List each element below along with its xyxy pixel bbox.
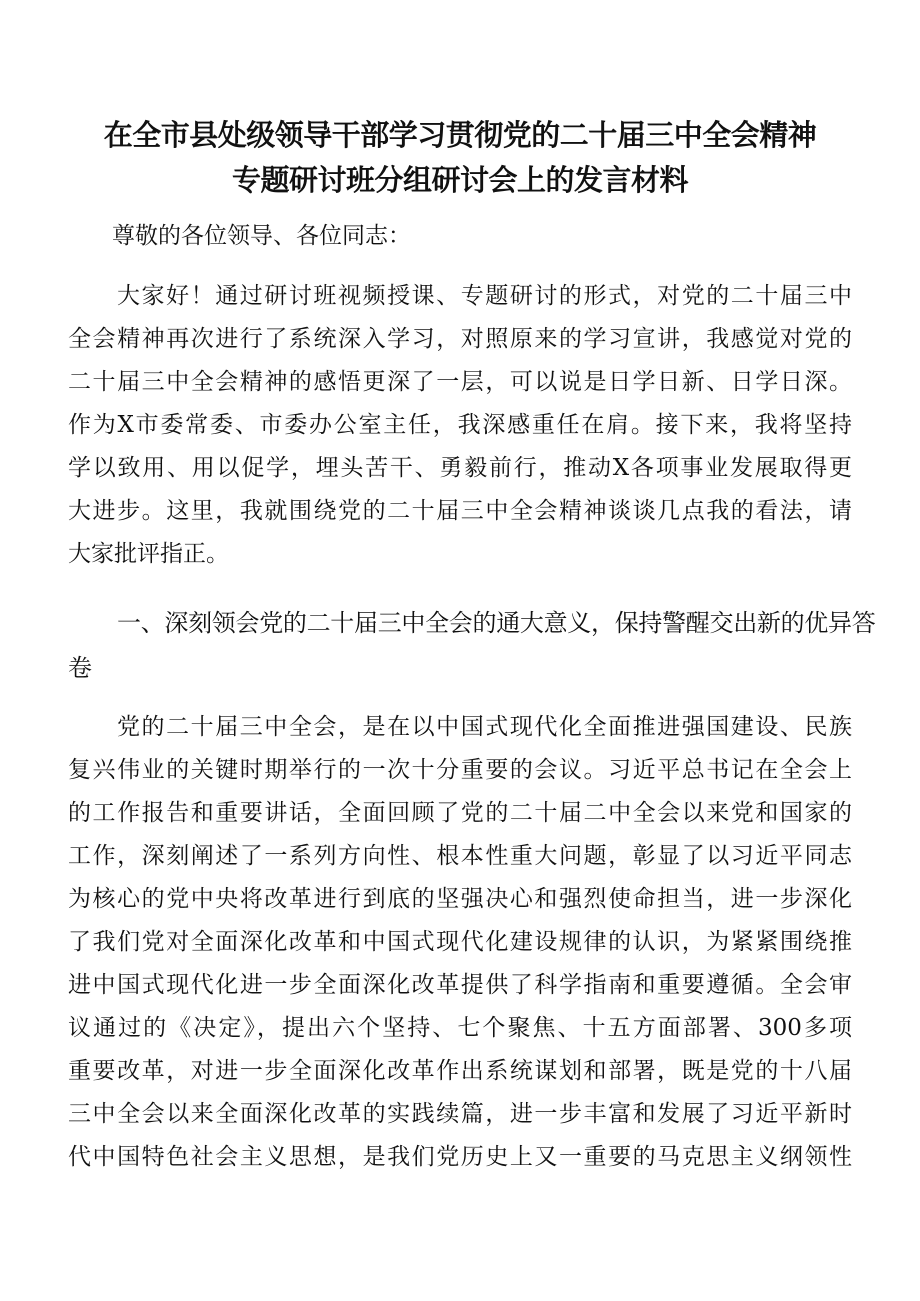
section-1-line-8: 议通过的《决定》，提出六个坚持、七个聚焦、十五方面部署、300多项 — [68, 1015, 852, 1041]
document-title-line-2: 专题研讨班分组研讨会上的发言材料 — [231, 163, 688, 197]
intro-line-3: 二十届三中全会精神的感悟更深了一层，可以说是日学日新、日学日深。 — [68, 369, 852, 395]
document-title-line-1: 在全市县处级领导干部学习贯彻党的二十届三中全会精神 — [103, 118, 817, 152]
section-1-heading-line-2: 卷 — [68, 654, 92, 682]
section-1-heading-line-1: 一、深刻领会党的二十届三中全会的通大意义，保持警醒交出新的优异答 — [117, 609, 876, 637]
intro-line-4: 作为X市委常委、市委办公室主任，我深感重任在肩。接下来，我将坚持 — [68, 412, 852, 438]
section-1-line-3: 的工作报告和重要讲话，全面回顾了党的二十届二中全会以来党和国家的 — [68, 800, 852, 826]
section-1-line-11: 代中国特色社会主义思想，是我们党历史上又一重要的马克思主义纲领性 — [68, 1144, 852, 1170]
section-1-line-2: 复兴伟业的关键时期举行的一次十分重要的会议。习近平总书记在全会上 — [68, 757, 852, 783]
salutation: 尊敬的各位领导、各位同志： — [112, 223, 411, 249]
section-1-line-9: 重要改革，对进一步全面深化改革作出系统谋划和部署，既是党的十八届 — [68, 1058, 852, 1084]
section-1-line-6: 了我们党对全面深化改革和中国式现代化建设规律的认识，为紧紧围绕推 — [68, 929, 852, 955]
section-1-line-5: 为核心的党中央将改革进行到底的坚强决心和强烈使命担当，进一步深化 — [68, 886, 852, 912]
intro-line-2: 全会精神再次进行了系统深入学习，对照原来的学习宣讲，我感觉对党的 — [68, 326, 852, 352]
section-1-line-1: 党的二十届三中全会，是在以中国式现代化全面推进强国建设、民族 — [117, 714, 852, 740]
section-1-line-4: 工作，深刻阐述了一系列方向性、根本性重大问题，彰显了以习近平同志 — [68, 843, 852, 869]
intro-line-1: 大家好！通过研讨班视频授课、专题研讨的形式，对党的二十届三中 — [117, 283, 852, 309]
intro-line-6: 大进步。这里，我就围绕党的二十届三中全会精神谈谈几点我的看法，请 — [68, 498, 852, 524]
section-1-line-7: 进中国式现代化进一步全面深化改革提供了科学指南和重要遵循。全会审 — [68, 972, 852, 998]
intro-line-5: 学以致用、用以促学，埋头苦干、勇毅前行，推动X各项事业发展取得更 — [68, 455, 852, 481]
section-1-line-10: 三中全会以来全面深化改革的实践续篇，进一步丰富和发展了习近平新时 — [68, 1101, 852, 1127]
intro-line-7: 大家批评指正。 — [68, 541, 229, 567]
